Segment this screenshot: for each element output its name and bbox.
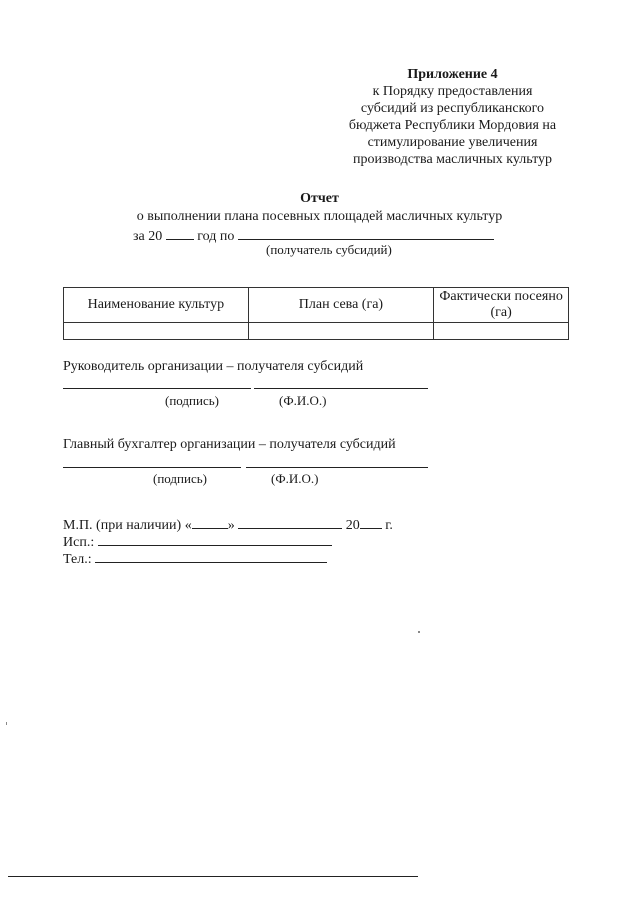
- year-blank[interactable]: [166, 226, 194, 240]
- recipient-hint: (получатель субсидий): [266, 242, 392, 257]
- phone-line: [63, 549, 327, 569]
- accountant-sign-line[interactable]: [63, 467, 241, 468]
- accountant-name-hint: (Ф.И.О.): [271, 471, 319, 486]
- head-sign-hint: (подпись): [165, 393, 219, 408]
- appendix-line: стимулирование увеличения: [367, 135, 538, 150]
- table-header-row: [64, 288, 569, 323]
- appendix-title: Приложение 4: [407, 67, 498, 82]
- head-label: Руководитель организации – получателя субсидий: [63, 359, 364, 374]
- appendix-line: производства масличных культур: [352, 152, 553, 167]
- scan-speck: [6, 722, 7, 725]
- year-suffix: г.: [385, 518, 393, 533]
- report-title: Отчет: [300, 191, 339, 206]
- appendix-block: [330, 66, 575, 168]
- appendix-line: бюджета Республики Мордовия на: [348, 118, 557, 133]
- table-cell[interactable]: [64, 323, 249, 340]
- recipient-blank[interactable]: [238, 226, 494, 240]
- executor-label: Исп.:: [63, 535, 95, 550]
- year-prefix: 20: [345, 518, 360, 533]
- table-cell[interactable]: [434, 323, 569, 340]
- head-name-line[interactable]: [254, 388, 428, 389]
- appendix-line: к Порядку предоставления: [372, 84, 533, 99]
- header-crop-name: Наименование культур: [64, 288, 249, 323]
- report-table: [63, 287, 569, 340]
- head-name-hint: (Ф.И.О.): [279, 393, 327, 408]
- phone-blank[interactable]: [95, 549, 327, 563]
- accountant-sign-hint: (подпись): [153, 471, 207, 486]
- header-actual: Фактически посеяно (га): [434, 288, 569, 323]
- accountant-label: Главный бухгалтер организации – получателя субсидий: [63, 437, 396, 452]
- month-blank[interactable]: [238, 515, 342, 529]
- header-plan: План сева (га): [248, 288, 434, 323]
- head-sign-line[interactable]: [63, 388, 251, 389]
- appendix-line: субсидий из республиканского: [360, 101, 545, 116]
- period-middle: год по: [197, 229, 235, 244]
- date-year-blank[interactable]: [360, 515, 382, 529]
- day-blank[interactable]: [192, 515, 228, 529]
- table-row: [64, 323, 569, 340]
- table-cell[interactable]: [248, 323, 434, 340]
- phone-label: Тел.:: [63, 552, 92, 567]
- executor-blank[interactable]: [98, 532, 332, 546]
- quote-close: »: [227, 518, 235, 533]
- report-subtitle: о выполнении плана посевных площадей масличных культур: [136, 209, 503, 224]
- scan-speck: [418, 631, 420, 633]
- period-prefix: за 20: [133, 229, 163, 244]
- bottom-rule: [8, 876, 418, 877]
- stamp-text: М.П. (при наличии) «: [63, 518, 192, 533]
- accountant-name-line[interactable]: [246, 467, 428, 468]
